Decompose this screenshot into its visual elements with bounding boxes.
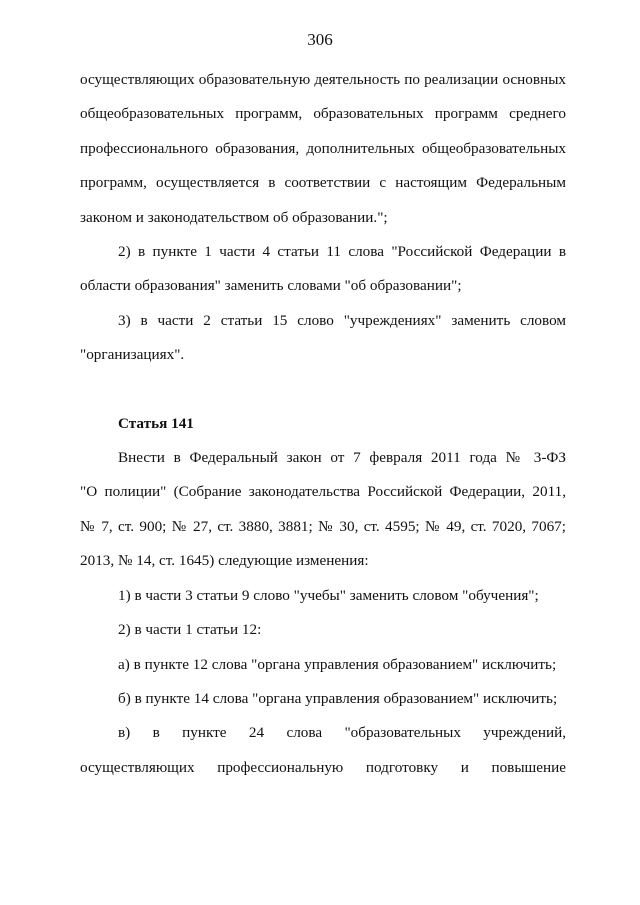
text-line-16: а) в пункте 12 слова "органа управления образованием" исключить; <box>118 655 557 673</box>
text-line-15: 2) в части 1 статьи 12: <box>118 621 262 639</box>
text-line-2: общеобразовательных программ, образовательных программ среднего <box>80 105 566 123</box>
text-line-11: "О полиции" (Собрание законодательства Российской Федерации, 2011, <box>80 483 566 501</box>
text-line-6: 2) в пункте 1 части 4 статьи 11 слова "Российской Федерации в <box>118 243 566 261</box>
text-line-13: 2013, № 14, ст. 1645) следующие изменения: <box>80 552 369 570</box>
text-line-9: "организациях". <box>80 346 185 364</box>
document-body <box>80 63 566 785</box>
text-line-10: Внести в Федеральный закон от 7 февраля 2011 года № 3-ФЗ <box>118 449 566 467</box>
text-line-7: области образования" заменить словами "об образовании"; <box>80 277 462 295</box>
text-line-3: профессионального образования, дополнительных общеобразовательных <box>80 139 566 157</box>
section-gap <box>80 373 566 407</box>
text-line-14: 1) в части 3 статьи 9 слово "учебы" заменить словом "обучения"; <box>118 586 539 604</box>
text-line-5: законом и законодательством об образовании."; <box>80 208 388 226</box>
text-line-17: б) в пункте 14 слова "органа управления образованием" исключить; <box>118 689 558 707</box>
text-line-1: осуществляющих образовательную деятельность по реализации основных <box>80 71 566 88</box>
page-number: 306 <box>307 30 333 49</box>
text-line-12: № 7, ст. 900; № 27, ст. 3880, 3881; № 30, ст. 4595; № 49, ст. 7020, 7067; <box>80 517 566 535</box>
text-line-19: осуществляющих профессиональную подготовку и повышение <box>80 758 566 776</box>
text-line-8: 3) в части 2 статьи 15 слово "учреждениях" заменить словом <box>118 311 566 329</box>
text-line-4: программ, осуществляется в соответствии с настоящим Федеральным <box>80 174 566 192</box>
article-heading: Статья 141 <box>118 414 194 432</box>
text-line-18: в) в пункте 24 слова "образовательных учреждений, <box>118 724 566 742</box>
